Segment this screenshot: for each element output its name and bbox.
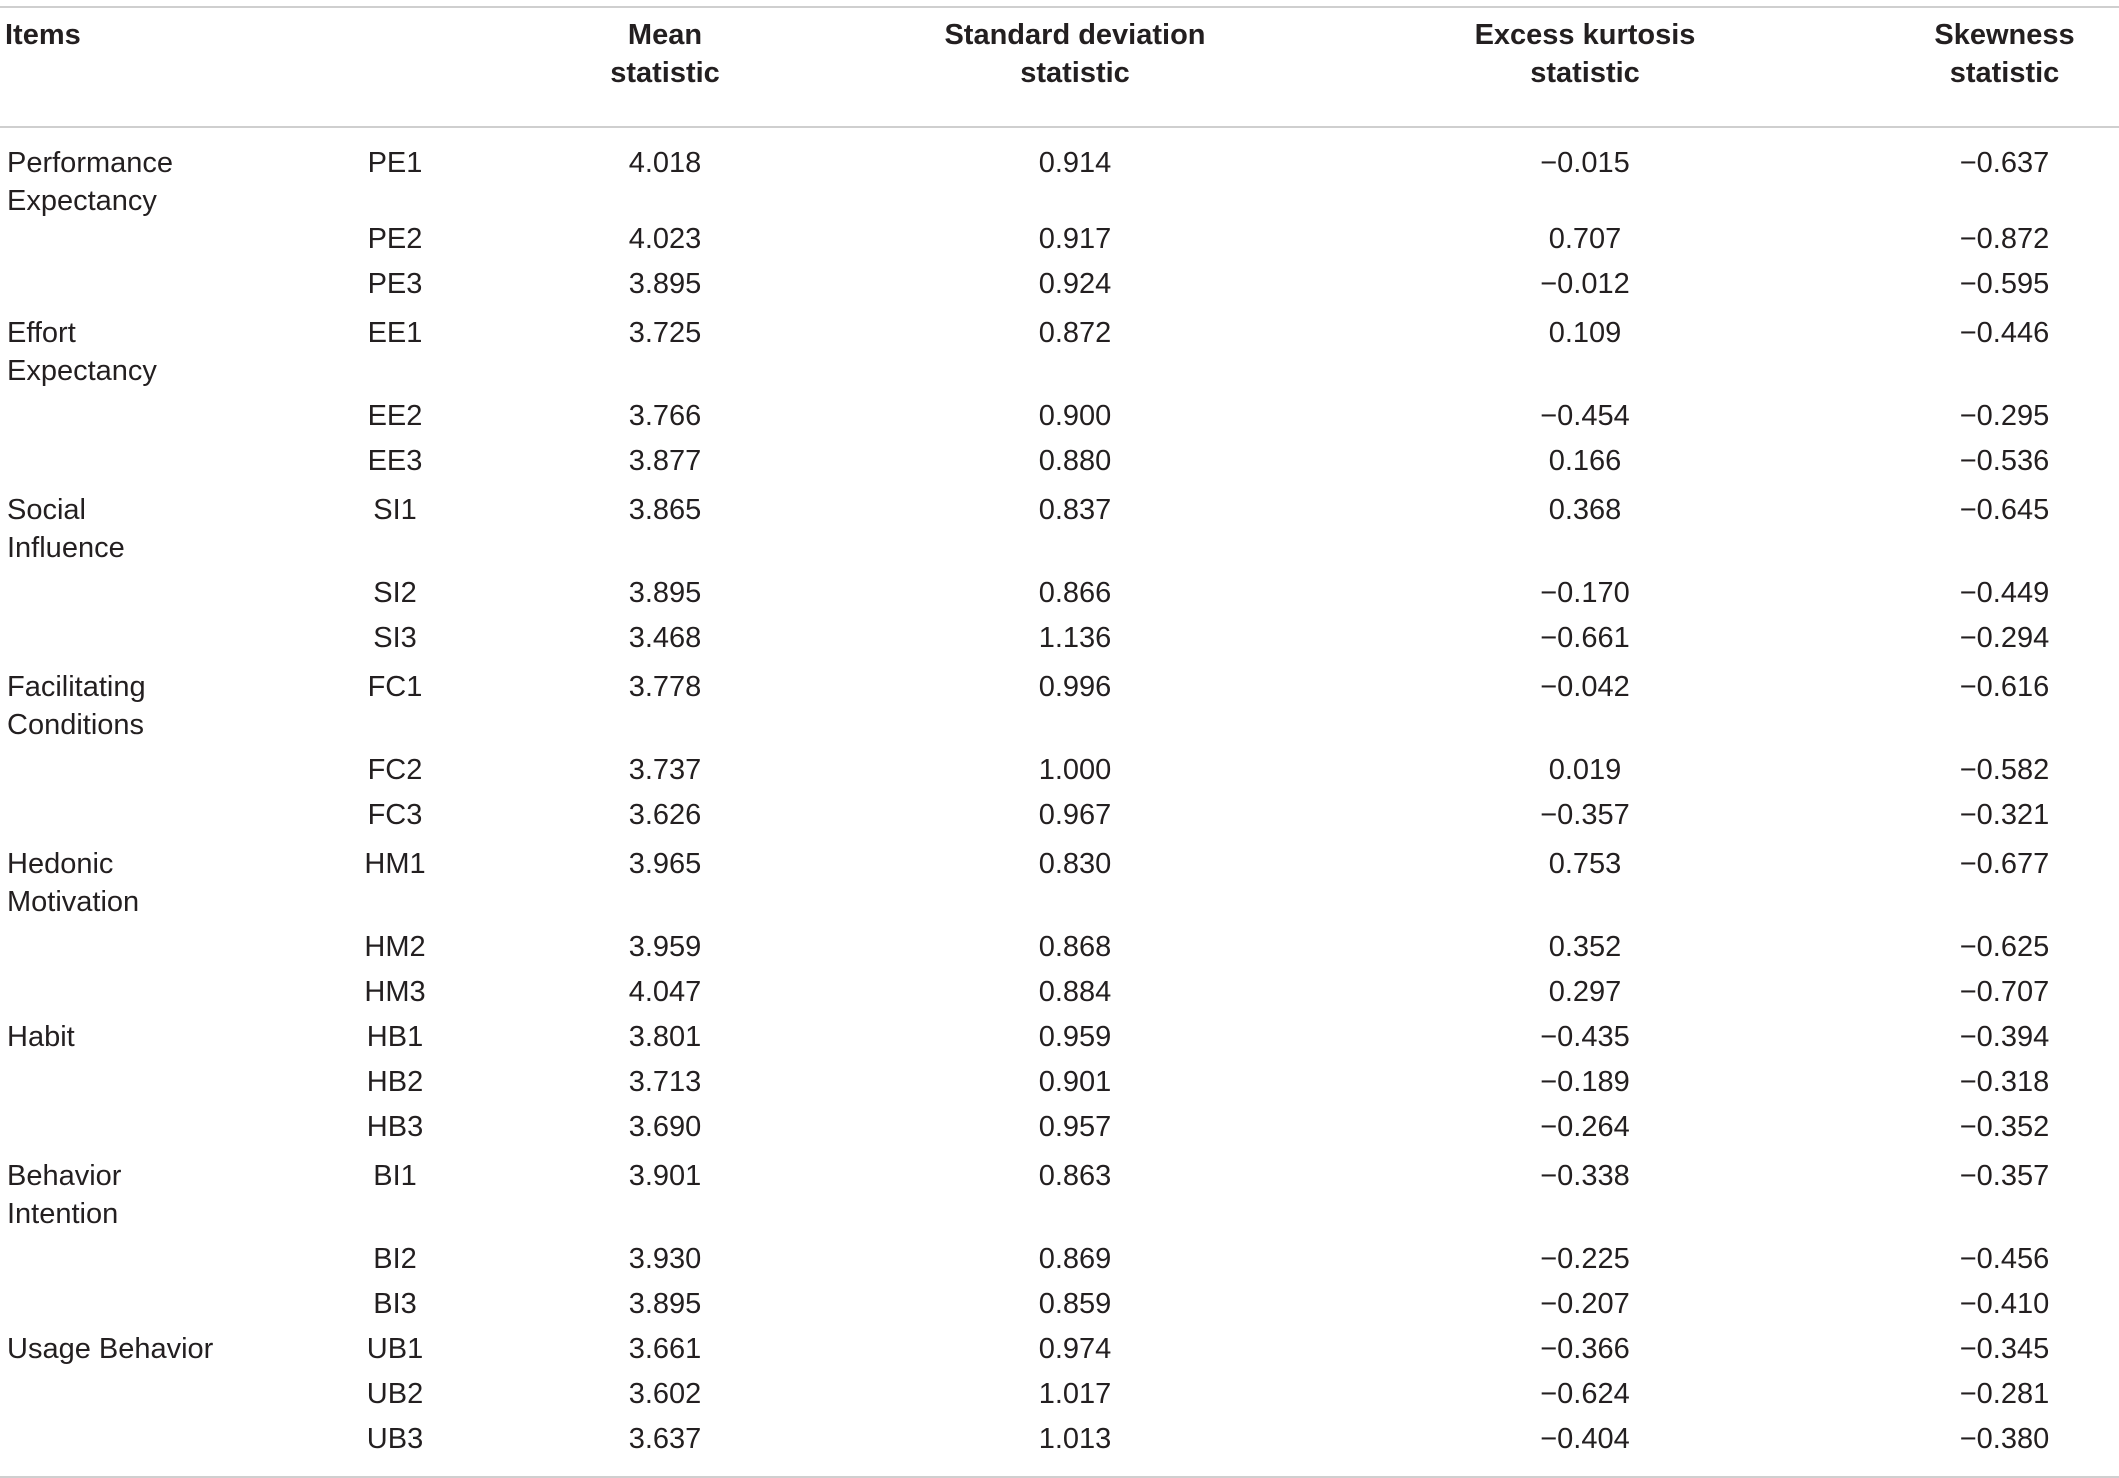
header-mean-line1: Mean	[627, 19, 703, 51]
construct-cell	[0, 928, 330, 973]
construct-cell	[0, 310, 330, 397]
skewness-cell: −0.595	[1959, 268, 2050, 300]
construct-label: Conditions	[7, 709, 145, 741]
sd-cell: 1.013	[1038, 1423, 1112, 1455]
skewness-cell: −0.582	[1959, 754, 2050, 786]
table-row	[0, 1330, 2119, 1375]
mean-cell: 3.661	[628, 1333, 702, 1365]
construct-label: Effort	[7, 317, 76, 349]
kurtosis-cell: −0.338	[1540, 1160, 1630, 1192]
construct-cell	[0, 664, 330, 751]
skewness-cell: −0.318	[1959, 1066, 2050, 1098]
skewness-cell: −0.352	[1959, 1111, 2050, 1143]
skewness-cell: −0.345	[1959, 1333, 2050, 1365]
item-code-cell: HM2	[364, 931, 426, 963]
item-code-cell: PE3	[367, 268, 423, 300]
kurtosis-cell: −0.170	[1540, 577, 1630, 609]
header-kurtosis-line1: Excess kurtosis	[1474, 19, 1696, 51]
construct-cell	[0, 127, 330, 220]
item-code-cell: HB1	[366, 1021, 424, 1053]
kurtosis-cell: 0.297	[1548, 976, 1622, 1008]
sd-cell: 0.967	[1038, 799, 1112, 831]
construct-cell	[0, 487, 330, 574]
skewness-cell: −0.321	[1959, 799, 2050, 831]
item-code-cell: SI2	[373, 577, 417, 609]
kurtosis-cell: −0.207	[1540, 1288, 1630, 1320]
skewness-cell: −0.281	[1959, 1378, 2050, 1410]
item-code-cell: UB3	[366, 1423, 424, 1455]
kurtosis-cell: −0.661	[1540, 622, 1630, 654]
kurtosis-cell: 0.368	[1548, 494, 1622, 526]
kurtosis-cell: −0.042	[1540, 671, 1630, 703]
table-row	[0, 397, 2119, 442]
table-row	[0, 442, 2119, 487]
sd-cell: 0.957	[1038, 1111, 1112, 1143]
skewness-cell: −0.536	[1959, 445, 2050, 477]
sd-cell: 0.884	[1038, 976, 1112, 1008]
table-row	[0, 973, 2119, 1018]
mean-cell: 4.018	[628, 147, 702, 179]
table-row	[0, 1375, 2119, 1420]
mean-cell: 3.930	[628, 1243, 702, 1275]
table-row	[0, 1420, 2119, 1477]
mean-cell: 3.690	[628, 1111, 702, 1143]
sd-cell: 1.136	[1038, 622, 1112, 654]
sd-cell: 0.869	[1038, 1243, 1112, 1275]
construct-cell	[0, 220, 330, 265]
item-code-cell: HB3	[366, 1111, 424, 1143]
header-skewness-line2: statistic	[1949, 57, 2060, 89]
construct-label: Expectancy	[7, 355, 157, 387]
skewness-cell: −0.872	[1959, 223, 2050, 255]
table-body	[0, 127, 2119, 1477]
item-code-cell: HB2	[366, 1066, 424, 1098]
mean-cell: 3.713	[628, 1066, 702, 1098]
construct-cell	[0, 1330, 330, 1375]
construct-cell	[0, 1420, 330, 1477]
kurtosis-cell: −0.357	[1540, 799, 1630, 831]
kurtosis-cell: −0.454	[1540, 400, 1630, 432]
kurtosis-cell: −0.225	[1540, 1243, 1630, 1275]
mean-cell: 4.023	[628, 223, 702, 255]
skewness-cell: −0.357	[1959, 1160, 2050, 1192]
construct-label: Usage Behavior	[7, 1333, 214, 1365]
kurtosis-cell: 0.352	[1548, 931, 1622, 963]
table-row	[0, 751, 2119, 796]
skewness-cell: −0.677	[1959, 848, 2050, 880]
item-code-cell: HM1	[364, 848, 426, 880]
sd-cell: 0.996	[1038, 671, 1112, 703]
table-row	[0, 1153, 2119, 1240]
skewness-cell: −0.707	[1959, 976, 2050, 1008]
sd-cell: 0.900	[1038, 400, 1112, 432]
skewness-cell: −0.637	[1959, 147, 2050, 179]
kurtosis-cell: 0.166	[1548, 445, 1622, 477]
kurtosis-cell: −0.624	[1540, 1378, 1630, 1410]
construct-cell	[0, 751, 330, 796]
kurtosis-cell: 0.753	[1548, 848, 1622, 880]
sd-cell: 0.924	[1038, 268, 1112, 300]
header-sd	[870, 7, 1280, 127]
table-row	[0, 1063, 2119, 1108]
construct-cell	[0, 1018, 330, 1063]
kurtosis-cell: −0.264	[1540, 1111, 1630, 1143]
skewness-cell: −0.394	[1959, 1021, 2050, 1053]
table-row	[0, 1018, 2119, 1063]
descriptive-statistics-table	[0, 6, 2119, 1478]
header-kurtosis	[1280, 7, 1890, 127]
sd-cell: 0.863	[1038, 1160, 1112, 1192]
skewness-cell: −0.446	[1959, 317, 2050, 349]
construct-label: Motivation	[7, 886, 140, 918]
item-code-cell: PE1	[367, 147, 423, 179]
construct-label: Influence	[7, 532, 125, 564]
mean-cell: 3.801	[628, 1021, 702, 1053]
item-code-cell: EE1	[367, 317, 423, 349]
mean-cell: 3.901	[628, 1160, 702, 1192]
item-code-cell: EE3	[367, 445, 423, 477]
construct-label: Social	[7, 494, 86, 526]
header-items: Items	[5, 19, 81, 51]
header-skewness-line1: Skewness	[1934, 19, 2075, 51]
header-kurtosis-line2: statistic	[1530, 57, 1640, 89]
construct-cell	[0, 973, 330, 1018]
mean-cell: 3.737	[628, 754, 702, 786]
header-mean-line2: statistic	[610, 57, 720, 89]
construct-cell	[0, 442, 330, 487]
kurtosis-cell: −0.404	[1540, 1423, 1630, 1455]
mean-cell: 4.047	[628, 976, 702, 1008]
construct-cell	[0, 1108, 330, 1153]
table-row	[0, 1240, 2119, 1285]
sd-cell: 0.914	[1038, 147, 1112, 179]
sd-cell: 0.974	[1038, 1333, 1112, 1365]
item-code-cell: HM3	[364, 976, 426, 1008]
mean-cell: 3.468	[628, 622, 702, 654]
construct-cell	[0, 1375, 330, 1420]
construct-cell	[0, 265, 330, 310]
mean-cell: 3.965	[628, 848, 702, 880]
item-code-cell: FC3	[367, 799, 423, 831]
construct-cell	[0, 796, 330, 841]
kurtosis-cell: −0.012	[1540, 268, 1630, 300]
sd-cell: 1.000	[1038, 754, 1112, 786]
skewness-cell: −0.380	[1959, 1423, 2050, 1455]
mean-cell: 3.895	[628, 577, 702, 609]
item-code-cell: BI1	[373, 1160, 417, 1192]
table-row	[0, 265, 2119, 310]
table-row	[0, 220, 2119, 265]
sd-cell: 0.830	[1038, 848, 1112, 880]
header-sd-line1: Standard deviation	[944, 19, 1206, 51]
construct-label: Intention	[7, 1198, 119, 1230]
construct-label: Facilitating	[7, 671, 146, 703]
table-row	[0, 487, 2119, 574]
item-code-cell: FC2	[367, 754, 423, 786]
table-row	[0, 1108, 2119, 1153]
construct-cell	[0, 619, 330, 664]
construct-label: Hedonic	[7, 848, 114, 880]
item-code-cell: BI2	[373, 1243, 417, 1275]
skewness-cell: −0.645	[1959, 494, 2050, 526]
kurtosis-cell: −0.435	[1540, 1021, 1630, 1053]
item-code-cell: SI1	[373, 494, 417, 526]
construct-label: Expectancy	[7, 185, 157, 217]
construct-label: Habit	[7, 1021, 75, 1053]
item-code-cell: UB2	[366, 1378, 424, 1410]
kurtosis-cell: −0.015	[1540, 147, 1630, 179]
skewness-cell: −0.449	[1959, 577, 2050, 609]
table-row	[0, 310, 2119, 397]
table-row	[0, 1285, 2119, 1330]
construct-cell	[0, 1240, 330, 1285]
table-row	[0, 841, 2119, 928]
kurtosis-cell: −0.366	[1540, 1333, 1630, 1365]
construct-cell	[0, 1285, 330, 1330]
mean-cell: 3.895	[628, 268, 702, 300]
construct-cell	[0, 841, 330, 928]
sd-cell: 0.866	[1038, 577, 1112, 609]
table-row	[0, 127, 2119, 220]
header-code	[330, 7, 460, 127]
skewness-cell: −0.294	[1959, 622, 2050, 654]
table-row	[0, 664, 2119, 751]
skewness-cell: −0.616	[1959, 671, 2050, 703]
table-header	[0, 7, 2119, 127]
sd-cell: 1.017	[1038, 1378, 1112, 1410]
header-row	[0, 7, 2119, 127]
sd-cell: 0.880	[1038, 445, 1112, 477]
table-row	[0, 796, 2119, 841]
sd-cell: 0.837	[1038, 494, 1112, 526]
kurtosis-cell: 0.109	[1548, 317, 1622, 349]
item-code-cell: EE2	[367, 400, 423, 432]
mean-cell: 3.778	[628, 671, 702, 703]
skewness-cell: −0.295	[1959, 400, 2050, 432]
sd-cell: 0.917	[1038, 223, 1112, 255]
construct-label: Performance	[7, 147, 174, 179]
item-code-cell: SI3	[373, 622, 417, 654]
table-row	[0, 574, 2119, 619]
kurtosis-cell: 0.019	[1548, 754, 1622, 786]
item-code-cell: BI3	[373, 1288, 417, 1320]
mean-cell: 3.602	[628, 1378, 702, 1410]
header-sd-line2: statistic	[1020, 57, 1130, 89]
item-code-cell: UB1	[366, 1333, 424, 1365]
sd-cell: 0.959	[1038, 1021, 1112, 1053]
sd-cell: 0.872	[1038, 317, 1112, 349]
construct-cell	[0, 1063, 330, 1108]
skewness-cell: −0.456	[1959, 1243, 2050, 1275]
item-code-cell: FC1	[367, 671, 423, 703]
construct-cell	[0, 397, 330, 442]
mean-cell: 3.865	[628, 494, 702, 526]
table-row	[0, 928, 2119, 973]
sd-cell: 0.868	[1038, 931, 1112, 963]
table-row	[0, 619, 2119, 664]
skewness-cell: −0.410	[1959, 1288, 2050, 1320]
kurtosis-cell: 0.707	[1548, 223, 1622, 255]
header-skewness	[1890, 7, 2119, 127]
construct-cell	[0, 574, 330, 619]
mean-cell: 3.959	[628, 931, 702, 963]
item-code-cell: PE2	[367, 223, 423, 255]
sd-cell: 0.901	[1038, 1066, 1112, 1098]
mean-cell: 3.725	[628, 317, 702, 349]
sd-cell: 0.859	[1038, 1288, 1112, 1320]
kurtosis-cell: −0.189	[1540, 1066, 1630, 1098]
mean-cell: 3.626	[628, 799, 702, 831]
construct-label: Behavior	[7, 1160, 122, 1192]
mean-cell: 3.895	[628, 1288, 702, 1320]
mean-cell: 3.766	[628, 400, 702, 432]
header-mean	[460, 7, 870, 127]
skewness-cell: −0.625	[1959, 931, 2050, 963]
construct-cell	[0, 1153, 330, 1240]
mean-cell: 3.637	[628, 1423, 702, 1455]
mean-cell: 3.877	[628, 445, 702, 477]
